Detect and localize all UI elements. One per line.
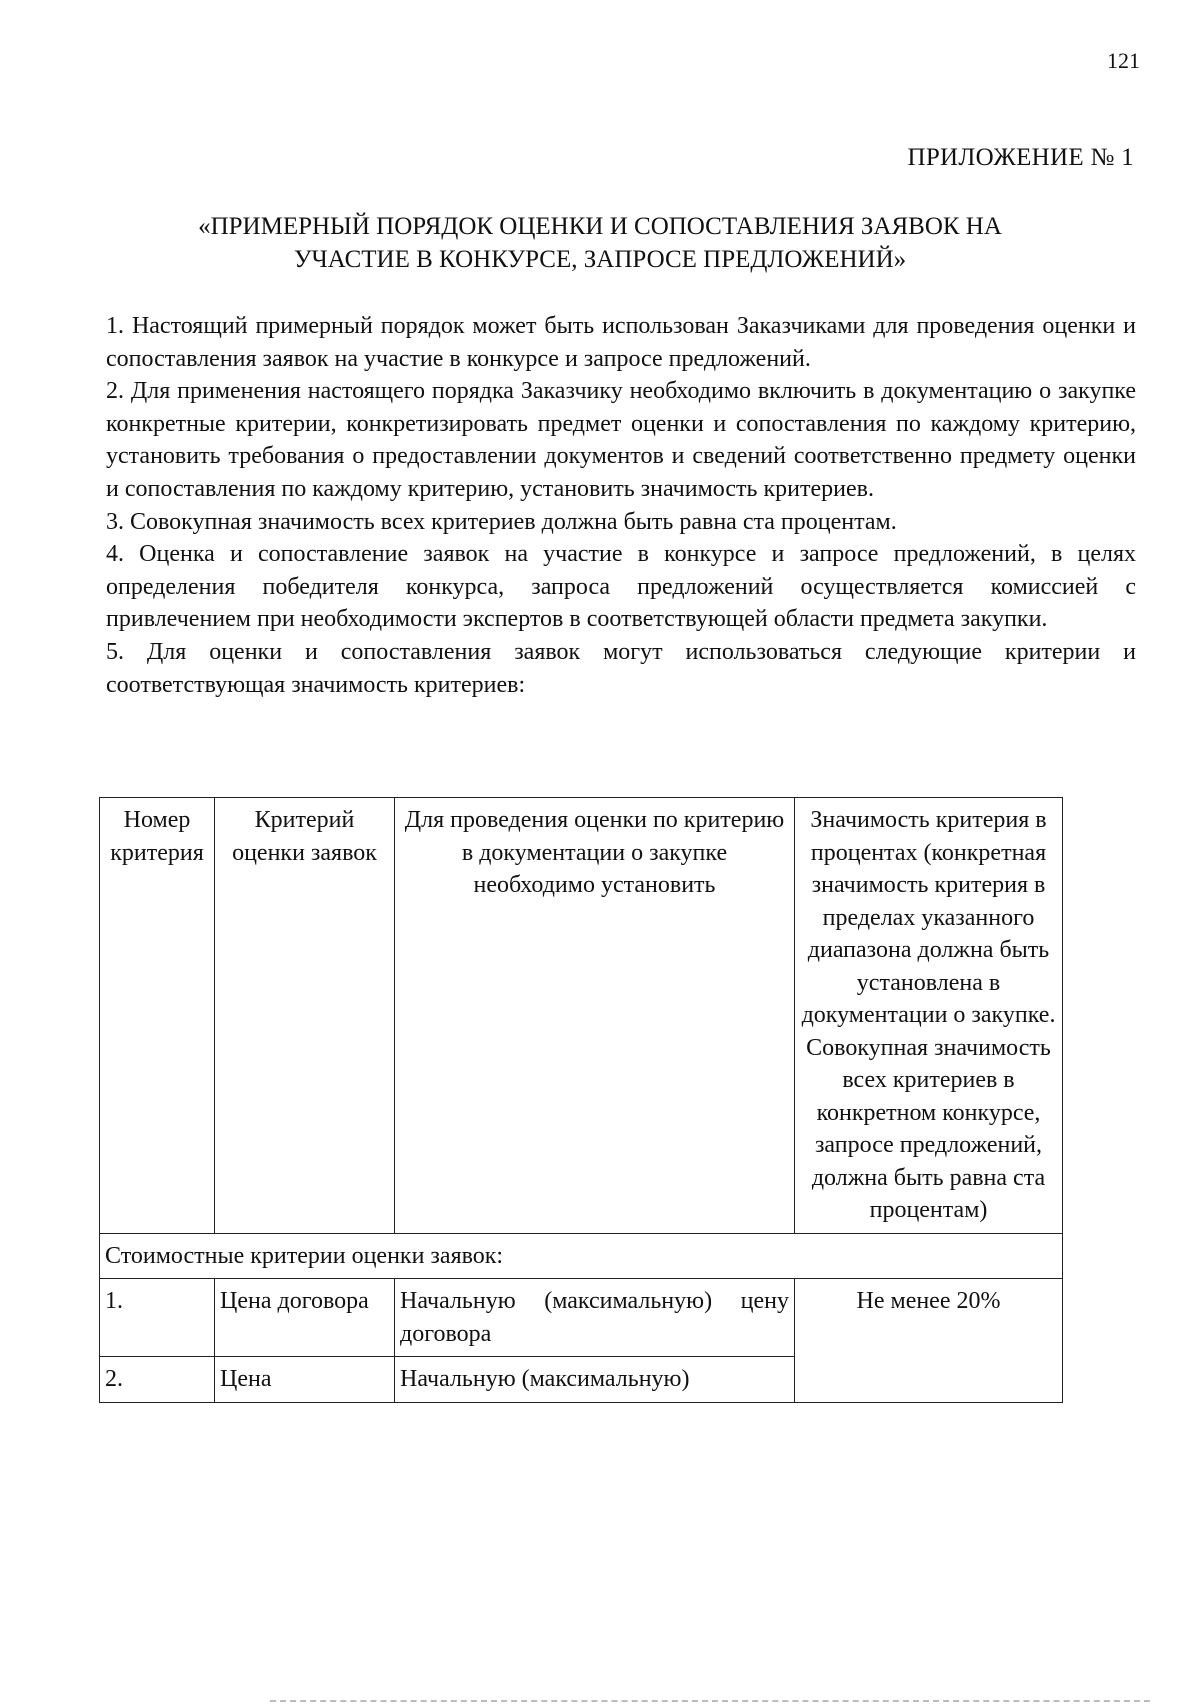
header-criterion-number: Номер критерия: [100, 798, 215, 1234]
document-title-line-2: УЧАСТИЕ В КОНКУРСЕ, ЗАПРОСЕ ПРЕДЛОЖЕНИЙ»: [293, 246, 907, 273]
table-row: [100, 1279, 1063, 1357]
paragraph-1: 1. Настоящий примерный порядок может быть использован Заказчиками для проведения оценки и сопоставления заявок на участие в конкурсе и запросе предложений.: [106, 313, 1136, 372]
page-number: 121: [1107, 48, 1140, 73]
criteria-table: [99, 797, 1063, 1403]
header-requirement: Для проведения оценки по критерию в документации о закупке необходимо установить: [395, 798, 795, 1234]
paragraph-3: 3. Совокупная значимость всех критериев должна быть равна ста процентам.: [106, 508, 897, 535]
row-2-requirement: Начальную (максимальную): [395, 1357, 795, 1403]
paragraph-5: 5. Для оценки и сопоставления заявок могут использоваться следующие критерии и соответствующая значимость критериев:: [106, 638, 1136, 698]
row-1-criterion: Цена договора: [215, 1279, 395, 1357]
section-cost-criteria: Стоимостные критерии оценки заявок:: [100, 1233, 1063, 1279]
paragraph-2: 2. Для применения настоящего порядка Заказчику необходимо включить в документацию о закупке конкретные критерии, конкретизировать предмет оценки и сопоставления по каждому критерию, установить требования о предоставлении документов и сведений соответственно предмету оценки и сопоставления по каждому критерию, установить значимость критериев.: [106, 378, 1136, 502]
row-1-number: 1.: [100, 1279, 215, 1357]
document-title: [100, 210, 1100, 276]
document-title-line-1: «ПРИМЕРНЫЙ ПОРЯДОК ОЦЕНКИ И СОПОСТАВЛЕНИЯ ЗАЯВОК НА: [198, 213, 1002, 240]
table-header-row: [100, 798, 1063, 1234]
paragraph-4: 4. Оценка и сопоставление заявок на участие в конкурсе и запросе предложений, в целях определения победителя конкурса, запроса предложений осуществляется комиссией с привлечением при необходимости экспертов в соответствующей области предмета закупки.: [106, 541, 1136, 633]
row-2-criterion: Цена: [215, 1357, 395, 1403]
body-text: [106, 310, 1136, 701]
table-section-row: [100, 1233, 1063, 1279]
header-criterion-name: Критерий оценки заявок: [215, 798, 395, 1234]
row-2-number: 2.: [100, 1357, 215, 1403]
page-bottom-rule: [270, 1700, 1150, 1702]
header-weight: Значимость критерия в процентах (конкретная значимость критерия в пределах указанного диапазона должна быть установлена в документации о закупке. Совокупная значимость всех критериев в конкретном конкурсе, запросе предложений, должна быть равна ста процентам): [795, 798, 1063, 1234]
row-1-weight: Не менее 20%: [795, 1279, 1063, 1403]
row-1-requirement: Начальную (максимальную) цену договора: [395, 1279, 795, 1357]
appendix-label: ПРИЛОЖЕНИЕ № 1: [907, 144, 1134, 171]
